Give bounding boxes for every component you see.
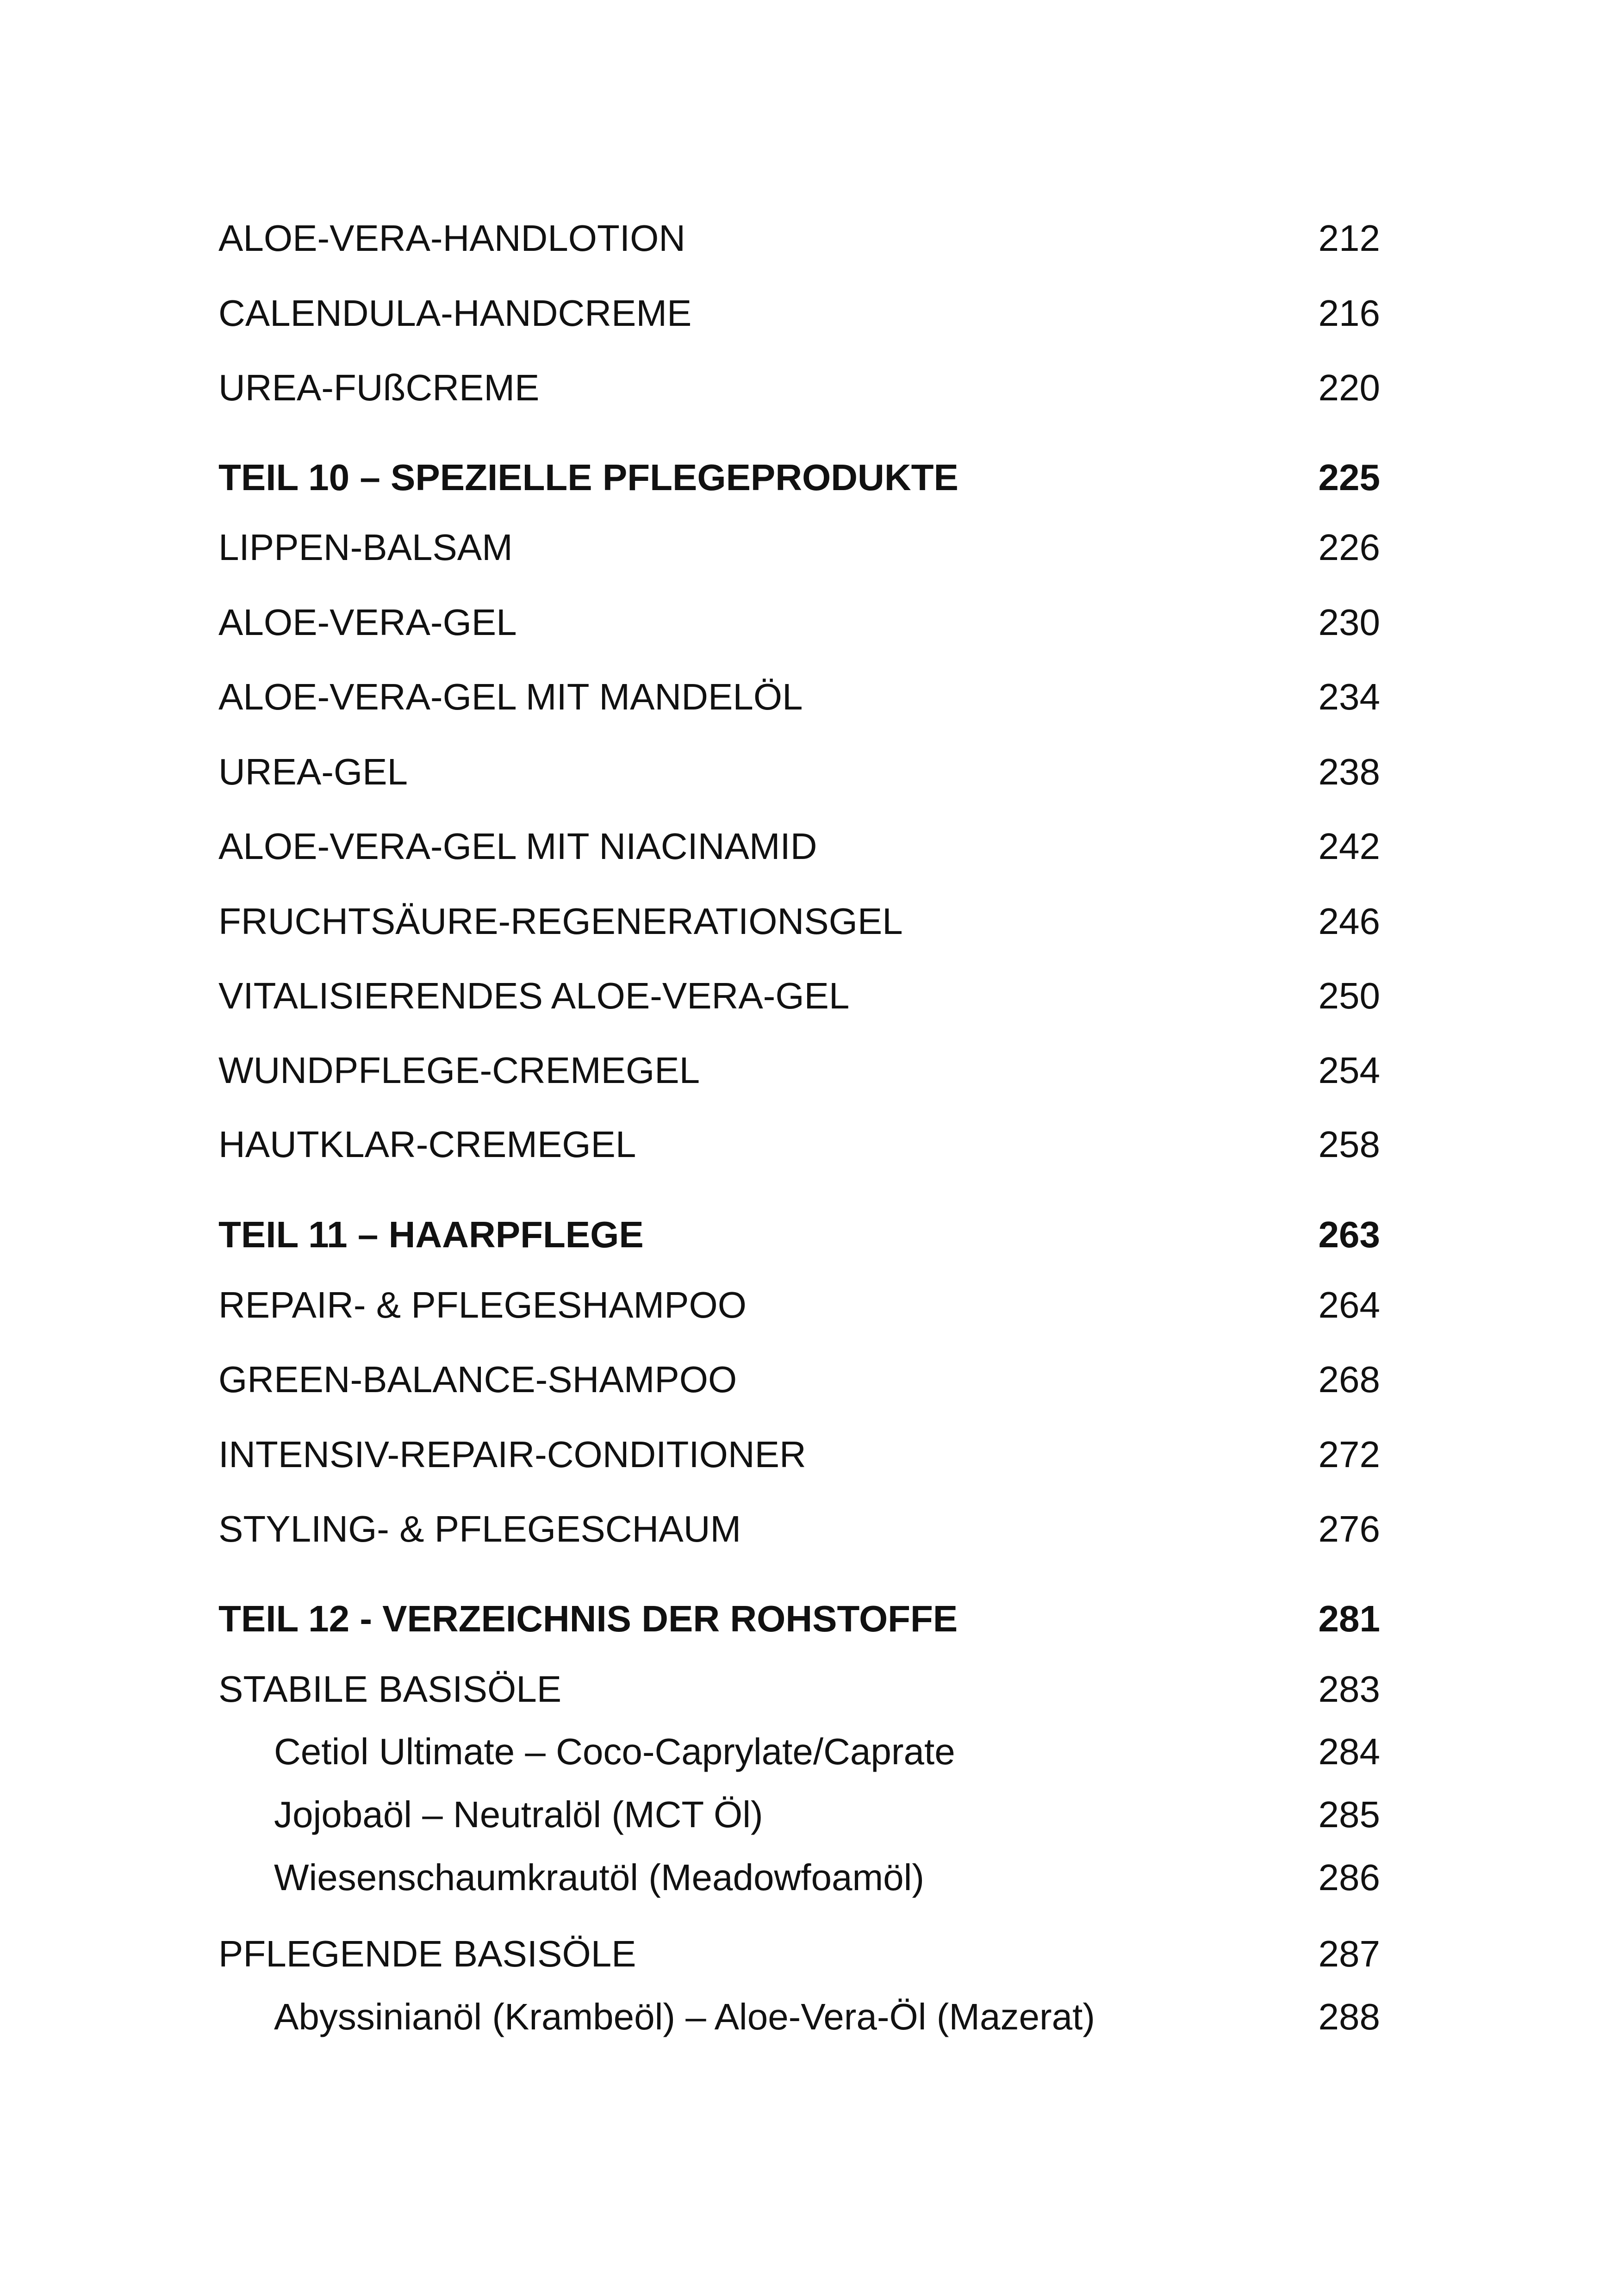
toc-entry-page: 225 xyxy=(1318,457,1380,498)
toc-entry xyxy=(218,821,1380,872)
toc-entry-page: 220 xyxy=(1318,367,1380,408)
toc-entry-title: Abyssinianöl (Krambeöl) – Aloe-Vera-Öl (Mazerat) xyxy=(274,1996,1095,2037)
toc-entry-title: STYLING- & PFLEGESCHAUM xyxy=(218,1508,741,1549)
toc-entry xyxy=(218,971,1380,1021)
toc-section-heading xyxy=(218,1593,1380,1644)
toc-entry xyxy=(218,597,1380,648)
toc-entry-page: 250 xyxy=(1318,975,1380,1016)
toc-entry-title: ALOE-VERA-GEL MIT MANDELÖL xyxy=(218,676,803,717)
toc-entry-title: PFLEGENDE BASISÖLE xyxy=(218,1933,636,1974)
toc-entry-page: 286 xyxy=(1318,1857,1380,1898)
toc-entry-page: 287 xyxy=(1318,1933,1380,1974)
toc-entry xyxy=(218,1664,1380,1715)
toc-entry-page: 288 xyxy=(1318,1996,1380,2037)
toc-entry xyxy=(218,213,1380,264)
toc-entry-title: REPAIR- & PFLEGESHAMPOO xyxy=(218,1284,747,1325)
toc-entry-page: 254 xyxy=(1318,1050,1380,1091)
toc-entry xyxy=(218,522,1380,573)
toc-entry-page: 212 xyxy=(1318,218,1380,259)
toc-subentry xyxy=(274,1852,1380,1903)
toc-entry xyxy=(218,672,1380,722)
toc-entry-title: Wiesenschaumkrautöl (Meadowfoamöl) xyxy=(274,1857,924,1898)
toc-section-heading xyxy=(218,1209,1380,1260)
toc-entry-title: ALOE-VERA-HANDLOTION xyxy=(218,218,686,259)
toc-entry xyxy=(218,1929,1380,1979)
toc-subentry xyxy=(274,1789,1380,1840)
toc-entry-title: STABILE BASISÖLE xyxy=(218,1668,562,1710)
toc-entry-page: 283 xyxy=(1318,1668,1380,1710)
toc-entry xyxy=(218,1504,1380,1555)
toc-entry xyxy=(218,1119,1380,1170)
toc-entry-title: TEIL 11 – HAARPFLEGE xyxy=(218,1214,644,1255)
toc-entry-title: ALOE-VERA-GEL MIT NIACINAMID xyxy=(218,826,817,867)
toc-entry xyxy=(218,1280,1380,1331)
toc-entry-page: 268 xyxy=(1318,1359,1380,1400)
toc-entry-title: Cetiol Ultimate – Coco-Caprylate/Caprate xyxy=(274,1731,955,1772)
toc-entry-page: 234 xyxy=(1318,676,1380,717)
toc-subentry xyxy=(274,1991,1380,2042)
toc-entry-title: HAUTKLAR-CREMEGEL xyxy=(218,1124,636,1165)
toc-entry-page: 238 xyxy=(1318,751,1380,792)
toc-entry-title: LIPPEN-BALSAM xyxy=(218,527,513,568)
toc-entry-title: FRUCHTSÄURE-REGENERATIONSGEL xyxy=(218,901,903,942)
toc-entry-title: TEIL 12 - VERZEICHNIS DER ROHSTOFFE xyxy=(218,1598,958,1639)
toc-entry-page: 281 xyxy=(1318,1598,1380,1639)
toc-entry-title: TEIL 10 – SPEZIELLE PFLEGEPRODUKTE xyxy=(218,457,958,498)
toc-entry xyxy=(218,896,1380,947)
toc-entry-page: 246 xyxy=(1318,901,1380,942)
toc-entry-page: 264 xyxy=(1318,1284,1380,1325)
toc-entry-page: 258 xyxy=(1318,1124,1380,1165)
toc-entry-title: GREEN-BALANCE-SHAMPOO xyxy=(218,1359,737,1400)
toc-entry-page: 276 xyxy=(1318,1508,1380,1549)
toc-entry xyxy=(218,1429,1380,1480)
toc-section-heading xyxy=(218,452,1380,503)
toc-entry-title: ALOE-VERA-GEL xyxy=(218,602,517,643)
toc-entry-page: 284 xyxy=(1318,1731,1380,1772)
toc-entry-title: CALENDULA-HANDCREME xyxy=(218,292,692,334)
toc-entry xyxy=(218,288,1380,339)
toc-subentry xyxy=(274,1726,1380,1777)
toc-entry xyxy=(218,1354,1380,1405)
toc-entry xyxy=(218,1045,1380,1096)
toc-entry-title: Jojobaöl – Neutralöl (MCT Öl) xyxy=(274,1794,763,1835)
toc-entry-title: WUNDPFLEGE-CREMEGEL xyxy=(218,1050,700,1091)
toc-entry-page: 285 xyxy=(1318,1794,1380,1835)
toc-entry-title: INTENSIV-REPAIR-CONDITIONER xyxy=(218,1434,806,1475)
toc-entry-page: 230 xyxy=(1318,602,1380,643)
toc-entry-page: 216 xyxy=(1318,292,1380,334)
toc-entry-title: UREA-GEL xyxy=(218,751,408,792)
toc-entry-title: UREA-FUßCREME xyxy=(218,367,540,408)
toc-entry-page: 272 xyxy=(1318,1434,1380,1475)
toc-entry xyxy=(218,747,1380,797)
toc-entry xyxy=(218,362,1380,413)
toc-entry-page: 263 xyxy=(1318,1214,1380,1255)
toc-entry-page: 242 xyxy=(1318,826,1380,867)
toc-entry-title: VITALISIERENDES ALOE-VERA-GEL xyxy=(218,975,850,1016)
toc-entry-page: 226 xyxy=(1318,527,1380,568)
